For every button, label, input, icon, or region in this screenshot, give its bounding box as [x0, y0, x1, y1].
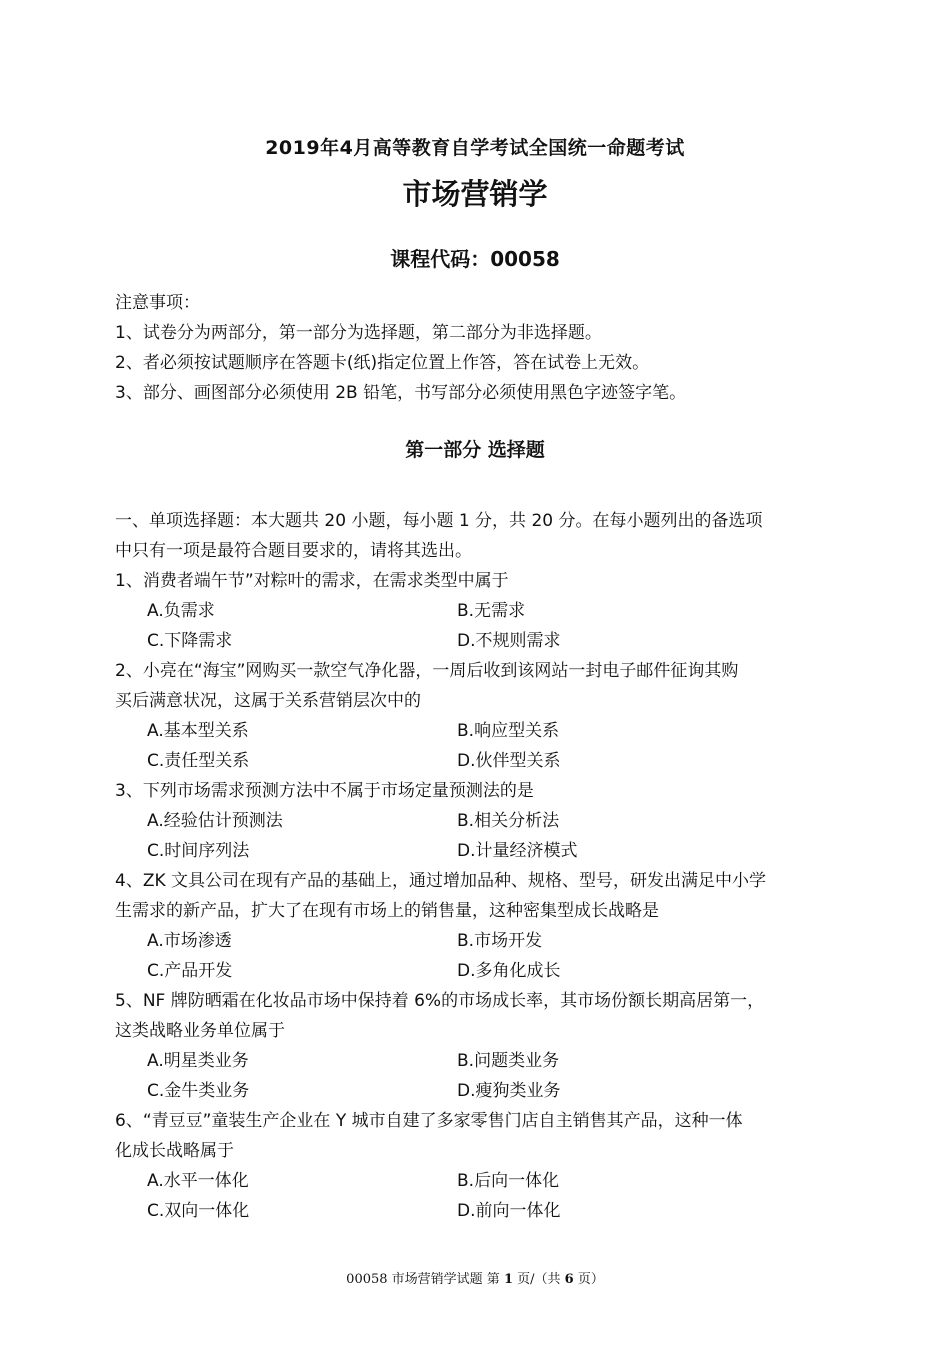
options-row [115, 1076, 840, 1106]
options-row [115, 806, 840, 836]
footer-page-number: 1 [503, 1272, 513, 1287]
question-stem: 5、NF 牌防晒霜在化妆品市场中保持着 6%的市场成长率，其市场份额长期高居第一， [115, 991, 765, 1011]
option-c: C.下降需求 [147, 631, 233, 651]
option-c: C.金牛类业务 [147, 1081, 250, 1101]
course-code: 课程代码：00058 [390, 247, 560, 271]
notice-item: 2、者必须按试题顺序在答题卡(纸)指定位置上作答，答在试卷上无效。 [115, 353, 650, 373]
options-row [115, 716, 840, 746]
question-item [115, 986, 840, 1106]
options-row [115, 836, 840, 866]
option-c: C.双向一体化 [147, 1201, 250, 1221]
options-row [115, 626, 840, 656]
option-d: D.不规则需求 [457, 631, 561, 651]
question-item [115, 776, 840, 866]
question-stem: 6、“青豆豆”童装生产企业在 Y 城市自建了多家零售门店自主销售其产品，这种一体 [115, 1111, 743, 1131]
option-d: D.伙伴型关系 [457, 751, 561, 771]
question-stem: 化成长战略属于 [115, 1141, 234, 1161]
question-stem: 1、消费者端午节”对粽叶的需求，在需求类型中属于 [115, 571, 509, 591]
option-b: B.无需求 [457, 601, 526, 621]
footer-middle: 页/（共 [512, 1272, 565, 1287]
options-row [115, 746, 840, 776]
option-c: C.责任型关系 [147, 751, 250, 771]
part-title: 第一部分 选择题 [405, 439, 545, 461]
option-a: A.基本型关系 [147, 721, 249, 741]
option-b: B.相关分析法 [457, 811, 560, 831]
option-b: B.市场开发 [457, 931, 543, 951]
options-row [115, 1166, 840, 1196]
option-d: D.瘦狗类业务 [457, 1081, 561, 1101]
section-intro-line: 一、单项选择题：本大题共 20 小题，每小题 1 分，共 20 分。在每小题列出的备选项 [115, 511, 763, 531]
option-d: D.多角化成长 [457, 961, 561, 981]
exam-title: 2019年4月高等教育自学考试全国统一命题考试 [265, 137, 685, 159]
notice-block [115, 288, 835, 408]
footer-suffix: 页） [573, 1272, 604, 1287]
question-item [115, 656, 840, 776]
option-a: A.经验估计预测法 [147, 811, 283, 831]
option-b: B.响应型关系 [457, 721, 560, 741]
options-row [115, 1196, 840, 1226]
question-item [115, 1106, 840, 1226]
option-a: A.水平一体化 [147, 1171, 249, 1191]
question-stem: 2、小亮在“海宝”网购买一款空气净化器，一周后收到该网站一封电子邮件征询其购 [115, 661, 739, 681]
option-b: B.后向一体化 [457, 1171, 560, 1191]
page-footer [0, 1268, 950, 1287]
question-item [115, 566, 840, 656]
option-d: D.前向一体化 [457, 1201, 561, 1221]
question-stem: 买后满意状况，这属于关系营销层次中的 [115, 691, 421, 711]
notice-item: 1、试卷分为两部分，第一部分为选择题，第二部分为非选择题。 [115, 323, 602, 343]
option-c: C.产品开发 [147, 961, 233, 981]
questions-section [115, 506, 840, 1226]
question-stem: 4、ZK 文具公司在现有产品的基础上，通过增加品种、规格、型号，研发出满足中小学 [115, 871, 767, 891]
options-row [115, 926, 840, 956]
question-stem: 生需求的新产品，扩大了在现有市场上的销售量，这种密集型成长战略是 [115, 901, 659, 921]
section-intro-line: 中只有一项是最符合题目要求的，请将其选出。 [115, 541, 472, 561]
question-item [115, 866, 840, 986]
option-a: A.明星类业务 [147, 1051, 249, 1071]
notice-heading: 注意事项： [115, 293, 200, 313]
footer-total-pages: 6 [564, 1272, 574, 1287]
options-row [115, 596, 840, 626]
question-stem: 这类战略业务单位属于 [115, 1021, 285, 1041]
option-b: B.问题类业务 [457, 1051, 560, 1071]
options-row [115, 956, 840, 986]
subject-title: 市场营销学 [402, 177, 548, 211]
option-a: A.市场渗透 [147, 931, 232, 951]
footer-prefix: 00058 市场营销学试题 第 [346, 1272, 504, 1287]
options-row [115, 1046, 840, 1076]
option-c: C.时间序列法 [147, 841, 250, 861]
option-a: A.负需求 [147, 601, 215, 621]
question-stem: 3、下列市场需求预测方法中不属于市场定量预测法的是 [115, 781, 534, 801]
option-d: D.计量经济模式 [457, 841, 578, 861]
notice-item: 3、部分、画图部分必须使用 2B 铅笔，书写部分必须使用黑色字迹签字笔。 [115, 383, 687, 403]
